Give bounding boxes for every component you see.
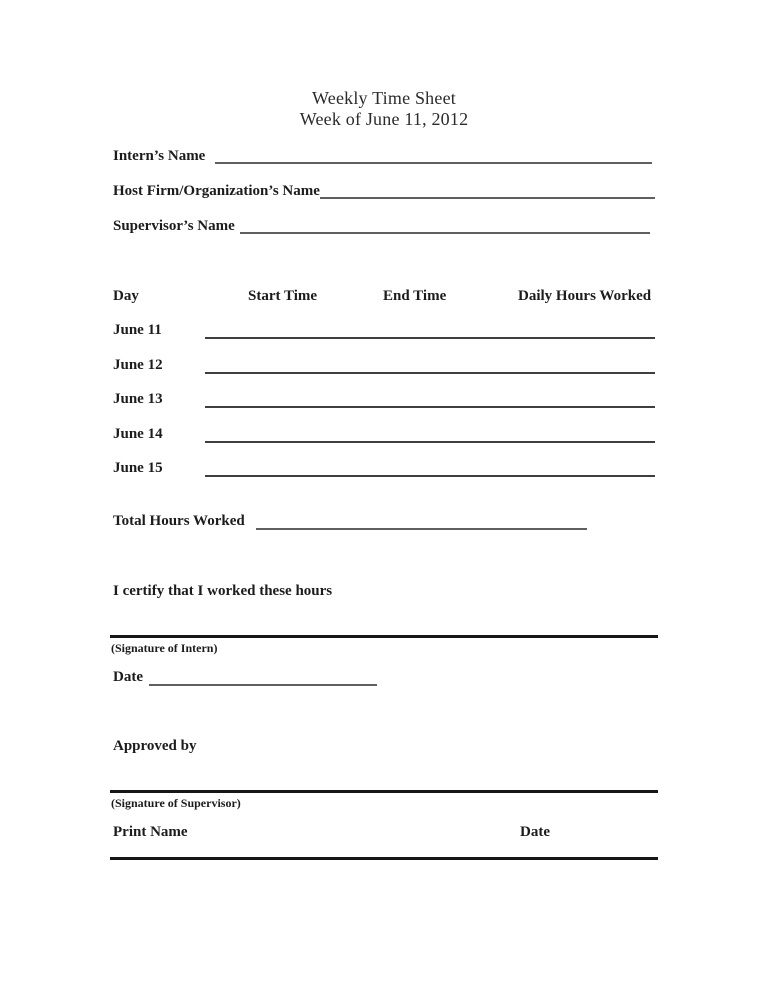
day-label-june-15: June 15 xyxy=(113,460,163,476)
page-title: Weekly Time Sheet xyxy=(312,88,456,108)
print-name-label: Print Name xyxy=(113,824,188,840)
column-header-end-time: End Time xyxy=(383,288,447,304)
column-header-start-time: Start Time xyxy=(248,288,318,304)
day-entry-line-june-11[interactable] xyxy=(205,337,655,339)
supervisor-date-label: Date xyxy=(520,824,550,840)
day-entry-line-june-14[interactable] xyxy=(205,441,655,443)
supervisor-signature-line[interactable] xyxy=(110,790,658,793)
approved-by-label: Approved by xyxy=(113,738,197,754)
day-entry-line-june-15[interactable] xyxy=(205,475,655,477)
supervisor-signature-caption: (Signature of Supervisor) xyxy=(111,796,241,810)
page-subtitle: Week of June 11, 2012 xyxy=(299,109,469,129)
total-hours-field-line[interactable] xyxy=(256,528,587,530)
day-entry-line-june-12[interactable] xyxy=(205,372,655,374)
certification-statement: I certify that I worked these hours xyxy=(113,583,333,599)
intern-signature-line[interactable] xyxy=(110,635,658,638)
column-header-daily-hours: Daily Hours Worked xyxy=(518,288,652,304)
print-name-date-fill-line[interactable] xyxy=(110,857,658,860)
total-hours-label: Total Hours Worked xyxy=(113,513,245,529)
supervisor-name-label: Supervisor’s Name xyxy=(113,218,235,234)
column-header-day: Day xyxy=(113,288,139,304)
day-label-june-14: June 14 xyxy=(113,426,163,442)
host-firm-field-line[interactable] xyxy=(320,197,655,199)
intern-signature-caption: (Signature of Intern) xyxy=(111,641,218,655)
intern-name-label: Intern’s Name xyxy=(113,148,206,164)
day-label-june-11: June 11 xyxy=(113,322,162,338)
host-firm-label: Host Firm/Organization’s Name xyxy=(113,183,320,199)
supervisor-name-field-line[interactable] xyxy=(240,232,650,234)
day-label-june-12: June 12 xyxy=(113,357,163,373)
day-label-june-13: June 13 xyxy=(113,391,163,407)
intern-date-label: Date xyxy=(113,669,143,685)
intern-name-field-line[interactable] xyxy=(215,162,652,164)
intern-date-field-line[interactable] xyxy=(149,684,377,686)
day-entry-line-june-13[interactable] xyxy=(205,406,655,408)
